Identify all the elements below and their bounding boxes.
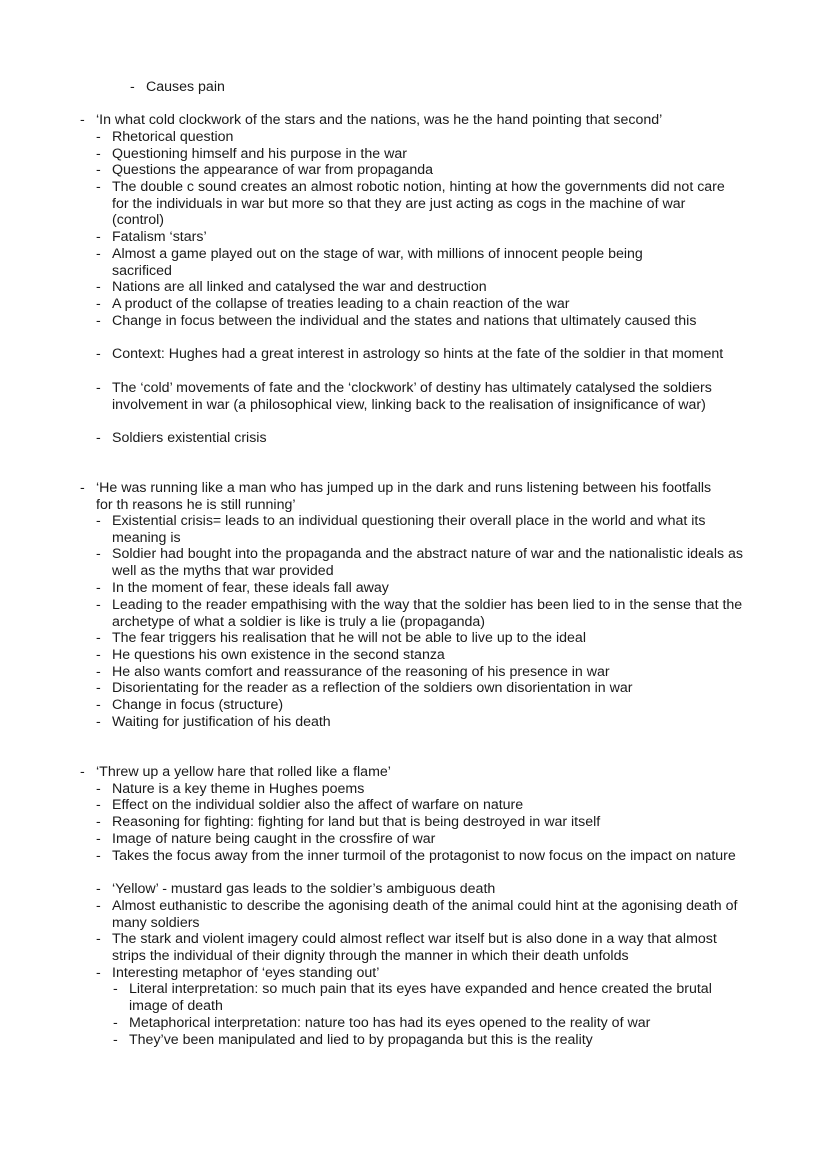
list-item: - Leading to the reader empathising with the way that the soldier has been lied to in the sense that the archetype of what a soldier is like is truly a lie (propaganda): [96, 597, 743, 630]
list-item: - Soldier had bought into the propaganda and the abstract nature of war and the nationalistic ideals as well as the myths that war provided: [96, 546, 743, 579]
quote-1: - ‘In what cold clockwork of the stars and the nations, was he the hand pointing that second’: [96, 112, 736, 129]
list-item: - Reasoning for fighting: fighting for land but that is being destroyed in war itself: [96, 814, 601, 830]
list-item: - Effect on the individual soldier also the affect of warfare on nature: [96, 797, 524, 813]
list-item: - Fatalism ‘stars’: [96, 229, 207, 245]
list-item: - Almost euthanistic to describe the agonising death of the animal could hint at the agonising death of many soldiers: [96, 898, 738, 931]
list-item: - Questioning himself and his purpose in the war: [96, 146, 407, 162]
list-item: - Almost a game played out on the stage of war, with millions of innocent people being sacrificed: [96, 246, 643, 279]
top-bullet: - Causes pain: [146, 79, 446, 96]
sub-list-item: - Metaphorical interpretation: nature too has had its eyes opened to the reality of war: [113, 1015, 651, 1031]
list-item: - Takes the focus away from the inner turmoil of the protagonist to now focus on the impact on nature: [96, 848, 736, 864]
bullet-text: Causes pain: [146, 79, 225, 95]
list-item: - He questions his own existence in the second stanza: [96, 647, 445, 663]
list-item: - ‘Yellow’ - mustard gas leads to the soldier’s ambiguous death: [96, 881, 496, 897]
list-item: - Waiting for justification of his death: [96, 714, 331, 730]
quote-2: - ‘He was running like a man who has jumped up in the dark and runs listening between his footfalls for th reasons he is still running’: [96, 480, 721, 513]
quote-text: ‘He was running like a man who has jumped up in the dark and runs listening between his footfalls for th reasons he is still running’: [96, 480, 712, 513]
list-item: - Change in focus between the individual and the states and nations that ultimately caused this: [96, 313, 697, 329]
sub-list-item: - They’ve been manipulated and lied to by propaganda but this is the reality: [113, 1032, 593, 1048]
list-item: - A product of the collapse of treaties leading to a chain reaction of the war: [96, 296, 570, 312]
list-item: - Rhetorical question: [96, 129, 234, 145]
list-item: - He also wants comfort and reassurance of the reasoning of his presence in war: [96, 664, 610, 680]
list-item: - The stark and violent imagery could almost reflect war itself but is also done in a way that almost strips the individual of their dignity through the manner in which their death unfolds: [96, 931, 717, 964]
list-item: - Image of nature being caught in the crossfire of war: [96, 831, 436, 847]
list-item: - Soldiers existential crisis: [96, 430, 267, 446]
list-item: - In the moment of fear, these ideals fall away: [96, 580, 389, 596]
sub-list-item: - Literal interpretation: so much pain that its eyes have expanded and hence created the brutal image of death: [113, 981, 712, 1014]
quote-text: ‘In what cold clockwork of the stars and the nations, was he the hand pointing that second’: [96, 112, 663, 128]
list-item: - Nations are all linked and catalysed the war and destruction: [96, 279, 487, 295]
list-item: - Disorientating for the reader as a reflection of the soldiers own disorientation in war: [96, 680, 633, 696]
list-item: - The ‘cold’ movements of fate and the ‘clockwork’ of destiny has ultimately catalysed the soldiers involvement in war (a philosophical view, linking back to the realisation of insignificance of war): [96, 380, 712, 413]
list-item: - The double c sound creates an almost robotic notion, hinting at how the governments did not care for the individuals in war but more so that they are just acting as cogs in the machine of war (control): [96, 179, 725, 229]
quote-3: - ‘Threw up a yellow hare that rolled like a flame’: [96, 764, 736, 781]
list-item: - Existential crisis= leads to an individual questioning their overall place in the world and what its meaning is: [96, 513, 706, 546]
list-item: - Change in focus (structure): [96, 697, 284, 713]
list-item: - The fear triggers his realisation that he will not be able to live up to the ideal: [96, 630, 586, 646]
list-item: - Interesting metaphor of ‘eyes standing out’: [96, 965, 380, 981]
quote-text: ‘Threw up a yellow hare that rolled like a flame’: [96, 764, 391, 780]
list-item: - Questions the appearance of war from propaganda: [96, 162, 433, 178]
list-item: - Context: Hughes had a great interest in astrology so hints at the fate of the soldier in that moment: [96, 346, 724, 362]
list-item: - Nature is a key theme in Hughes poems: [96, 781, 365, 797]
